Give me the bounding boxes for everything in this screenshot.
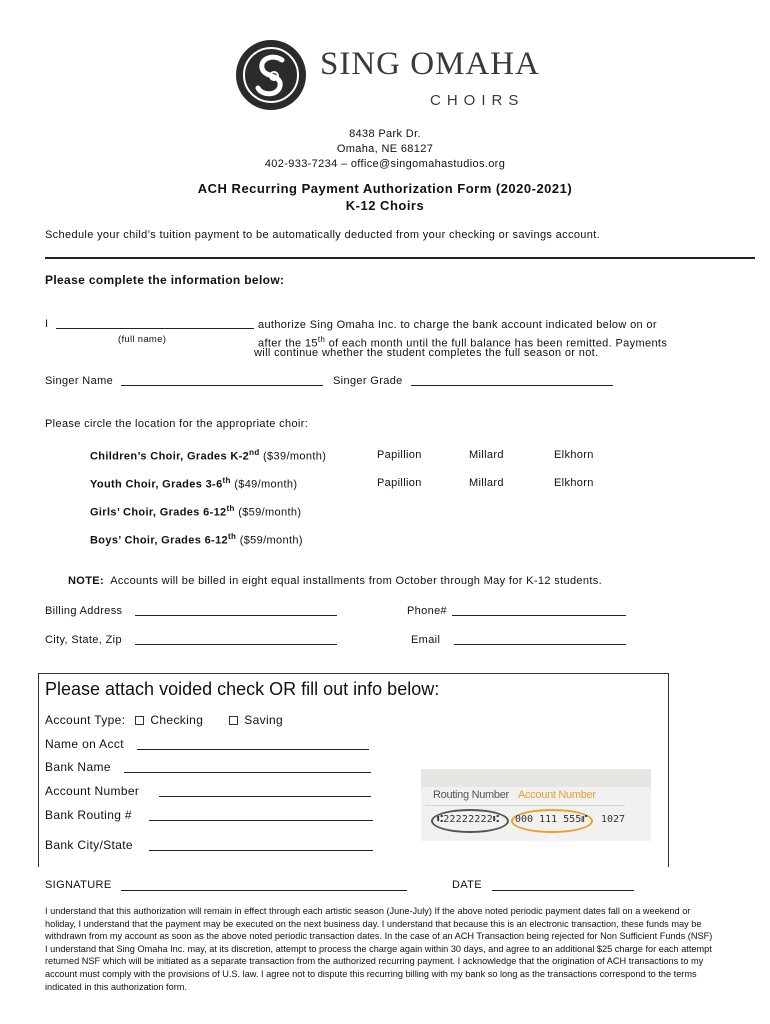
- signature-field[interactable]: [121, 878, 407, 891]
- logo: [234, 36, 544, 116]
- location-millard[interactable]: Millard: [469, 449, 504, 461]
- phone-label: Phone#: [407, 605, 448, 617]
- email-field[interactable]: [454, 633, 626, 645]
- choir-name: Boys’ Choir, Grades 6-12: [90, 534, 229, 547]
- singer-grade-field[interactable]: [411, 374, 613, 386]
- billing-address-label: Billing Address: [45, 605, 123, 617]
- bank-city-state-label: Bank City/State: [45, 838, 133, 852]
- date-field[interactable]: [492, 878, 634, 891]
- bank-routing-field[interactable]: [149, 808, 373, 821]
- location-millard[interactable]: Millard: [469, 477, 504, 489]
- account-number-field[interactable]: [159, 784, 371, 797]
- routing-number-caption: Routing Number: [433, 789, 509, 801]
- singer-grade-label: Singer Grade: [333, 375, 403, 387]
- account-type-row: [45, 713, 283, 727]
- singer-name-label: Singer Name: [45, 375, 114, 387]
- logo-title: SING OMAHA: [320, 46, 540, 82]
- address-street: 8438 Park Dr.: [349, 128, 421, 140]
- city-state-zip-label: City, State, Zip: [45, 634, 122, 646]
- note-label: NOTE:: [68, 575, 104, 587]
- choir-price: ($49/month): [234, 478, 298, 491]
- routing-digits: ⑆22222222⑆: [437, 814, 500, 825]
- account-number-caption: Account Number: [518, 789, 596, 801]
- checking-checkbox[interactable]: [135, 716, 144, 725]
- authorization-line2: after the 15th of each month until the full balance has been remitted. Payments: [258, 334, 668, 350]
- bank-routing-label: Bank Routing #: [45, 808, 132, 822]
- contact-info: 402-933-7234 – office@singomahastudios.org: [264, 158, 506, 170]
- city-state-zip-field[interactable]: [135, 633, 337, 645]
- choir-name: Youth Choir, Grades 3-6: [90, 478, 223, 491]
- billing-note: [68, 575, 602, 587]
- date-label: DATE: [452, 879, 482, 891]
- location-papillion[interactable]: Papillion: [377, 477, 422, 489]
- note-text: Accounts will be billed in eight equal installments from October through May for K-12 students.: [110, 575, 603, 587]
- authorization-line3: will continue whether the student completes the full season or not.: [254, 347, 599, 359]
- authorization-line1: authorize Sing Omaha Inc. to charge the bank account indicated below on or: [258, 319, 657, 331]
- checking-label: Checking: [150, 713, 204, 727]
- logo-subtitle: CHOIRS: [430, 92, 525, 109]
- saving-checkbox[interactable]: [229, 716, 238, 725]
- terms-fine-print: I understand that this authorization will remain in effect through each artistic season (June-July) If the above noted periodic payment dates fall on a weekend or holiday, I understand that the payment may be executed on the next business day. I understand that because this is an electronic transaction, these funds may be withdrawn from my account as soon as the above noted periodic transaction dates. In the case of an ACH Transaction being rejected for Non Sufficient Funds (NSF) I understand that Sing Omaha Inc. may, at its discretion, attempt to process the charge again within 30 days, and agree to an additional $25 charge for each attempt returned NSF which will be initiated as a separate transaction from the authorized recurring payment. I acknowledge that the origination of ACH transactions to my account must comply with the provisions of U.S. law. I agree not to dispute this recurring billing with my bank so long as the transactions correspond to the terms indicated in this authorization form.: [45, 906, 713, 992]
- singer-name-field[interactable]: [121, 374, 323, 386]
- choir-price: ($59/month): [238, 506, 302, 519]
- account-digits: 000 111 555⑈: [515, 814, 588, 825]
- bank-name-field[interactable]: [124, 760, 371, 773]
- location-elkhorn[interactable]: Elkhorn: [554, 449, 594, 461]
- location-prompt: Please circle the location for the appropriate choir:: [45, 418, 309, 430]
- bank-name-label: Bank Name: [45, 760, 111, 774]
- account-number-label: Account Number: [45, 784, 140, 798]
- authorization-prefix: I: [45, 318, 49, 330]
- choir-price: ($59/month): [239, 534, 303, 547]
- section-divider: [45, 257, 755, 259]
- name-on-acct-field[interactable]: [137, 737, 369, 750]
- signature-label: SIGNATURE: [45, 879, 112, 891]
- name-on-acct-label: Name on Acct: [45, 737, 124, 751]
- address-city: Omaha, NE 68127: [336, 143, 434, 155]
- choir-name: Children’s Choir, Grades K-2: [90, 450, 250, 463]
- bank-info-box: [38, 673, 669, 867]
- form-subtitle: K-12 Choirs: [345, 198, 425, 213]
- bank-box-heading: Please attach voided check OR fill out info below:: [45, 679, 440, 699]
- sing-omaha-logo-icon: [234, 38, 308, 112]
- intro-text: Schedule your child’s tuition payment to be automatically deducted from your checking or savings account.: [45, 229, 601, 241]
- billing-address-field[interactable]: [135, 604, 337, 616]
- full-name-caption: (full name): [118, 334, 167, 345]
- choir-name: Girls’ Choir, Grades 6-12: [90, 506, 227, 519]
- check-number: 1027: [601, 814, 626, 825]
- form-title: ACH Recurring Payment Authorization Form (2020-2021): [197, 181, 573, 196]
- bank-city-state-field[interactable]: [149, 838, 373, 851]
- full-name-line[interactable]: [56, 317, 254, 329]
- section-heading: Please complete the information below:: [45, 273, 285, 287]
- choir-price: ($39/month): [263, 450, 327, 463]
- location-papillion[interactable]: Papillion: [377, 449, 422, 461]
- account-type-label: Account Type:: [45, 713, 126, 727]
- location-elkhorn[interactable]: Elkhorn: [554, 477, 594, 489]
- phone-field[interactable]: [452, 604, 626, 616]
- sample-check-image: [421, 769, 651, 841]
- saving-label: Saving: [244, 713, 284, 727]
- email-label: Email: [411, 634, 441, 646]
